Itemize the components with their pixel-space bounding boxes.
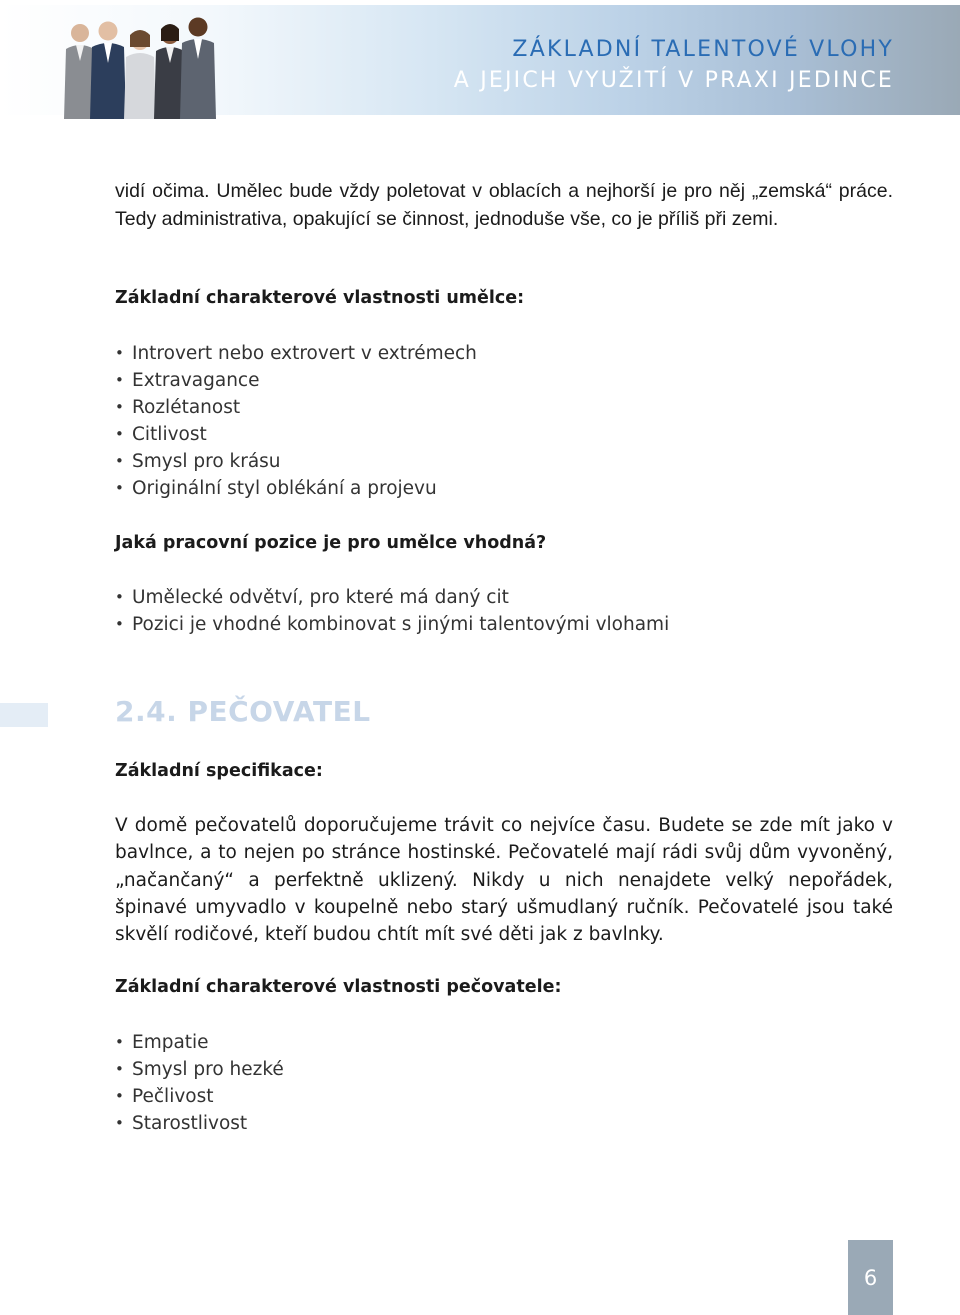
list-item: • Pečlivost [115, 1083, 893, 1110]
business-people-photo [58, 13, 228, 119]
artist-traits-heading: Základní charakterové vlastnosti umělce: [115, 288, 525, 308]
artist-jobs-list [115, 584, 893, 638]
list-item: • Smysl pro hezké [115, 1056, 893, 1083]
page-number: 6 [848, 1240, 893, 1315]
artist-traits-list [115, 340, 893, 502]
list-item: • Originální styl oblékání a projevu [115, 475, 893, 502]
carer-traits-list [115, 1029, 893, 1137]
list-item: • Introvert nebo extrovert v extrémech [115, 340, 893, 367]
list-item: • Citlivost [115, 421, 893, 448]
chapter-title-line2: A JEJICH VYUŽITÍ V PRAXI JEDINCE [453, 68, 894, 93]
list-item: • Empatie [115, 1029, 893, 1056]
section-marker [0, 703, 48, 727]
list-item: • Umělecké odvětví, pro které má daný cit [115, 584, 893, 611]
list-item: • Rozlétanost [115, 394, 893, 421]
header-banner [0, 5, 960, 115]
list-item: • Extravagance [115, 367, 893, 394]
list-item: • Starostlivost [115, 1110, 893, 1137]
artist-jobs-heading: Jaká pracovní pozice je pro umělce vhodná? [115, 533, 547, 553]
spec-heading: Základní specifikace: [115, 761, 323, 781]
list-item: • Smysl pro krásu [115, 448, 893, 475]
intro-paragraph: vidí očima. Umělec bude vždy poletovat v oblacích a nejhorší je pro něj „zemská“ práce. Tedy administrativa, opakující se činnost, jednoduše vše, co je příliš při zemi. [115, 180, 893, 230]
section-title: 2.4. PEČOVATEL [115, 695, 371, 728]
carer-traits-heading: Základní charakterové vlastnosti pečovatele: [115, 977, 562, 997]
chapter-title-line1: ZÁKLADNÍ TALENTOVÉ VLOHY [512, 37, 894, 62]
chapter-title [454, 34, 894, 96]
spec-paragraph: V domě pečovatelů doporučujeme trávit co nejvíce času. Budete se zde mít jako v bavlnce, a to nejen po stránce hostinské. Pečovatelé mají rádi svůj dům vyvoněný, „načančaný“ a perfektně uklizený. Nikdy u nich nenajdete velký nepořádek, špinavé umyvadlo v koupelně nebo starý ušmudlaný ručník. Pečovatelé jsou také skvělí rodičové, kteří budou chtít mít své děti jak z bavlnky. [115, 815, 893, 946]
list-item: • Pozici je vhodné kombinovat s jinými talentovými vlohami [115, 611, 893, 638]
